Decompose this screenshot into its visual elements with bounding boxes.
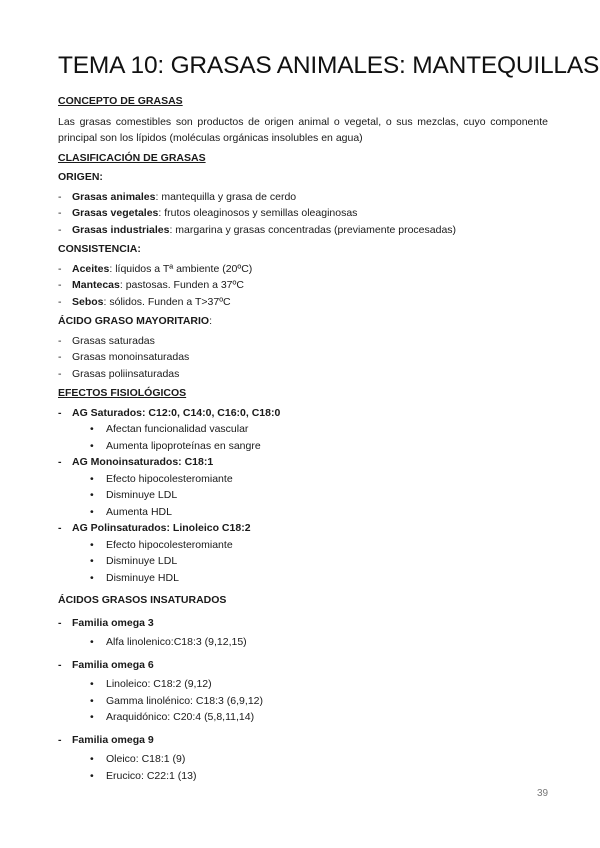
list-item: • Disminuye HDL	[72, 570, 548, 587]
list-item: - Mantecas: pastosas. Funden a 37ºC	[58, 277, 548, 294]
concepto-text: Las grasas comestibles son productos de origen animal o vegetal, o sus mezclas, cuyo componente principal son los lípidos (moléculas orgánicas insolubles en agua)	[58, 115, 548, 144]
list-item: • Gamma linolénico: C18:3 (6,9,12)	[72, 693, 548, 710]
list-item: - Grasas poliinsaturadas	[58, 366, 548, 383]
clasificacion-heading: CLASIFICACIÓN DE GRASAS	[58, 151, 206, 164]
omega-group: - Familia omega 9 • Oleico: C18:1 (9) • Erucico: C22:1 (13)	[58, 732, 548, 785]
list-item: • Alfa linolenico:C18:3 (9,12,15)	[72, 634, 548, 651]
efectos-list	[58, 405, 548, 587]
insaturados-heading: ÁCIDOS GRASOS INSATURADOS	[58, 594, 227, 606]
efectos-group: - AG Saturados: C12:0, C14:0, C16:0, C18:0 • Afectan funcionalidad vascular • Aumenta lipoproteínas en sangre	[58, 405, 548, 455]
concepto-heading: CONCEPTO DE GRASAS	[58, 95, 183, 107]
list-item: - Aceites: líquidos a Tª ambiente (20ºC)	[58, 261, 548, 278]
list-item: - Grasas saturadas	[58, 333, 548, 350]
page-title: TEMA 10: GRASAS ANIMALES: MANTEQUILLAS	[58, 52, 600, 79]
omega-group: - Familia omega 3 • Alfa linolenico:C18:3 (9,12,15)	[58, 615, 548, 651]
list-item: • Disminuye LDL	[72, 487, 548, 504]
efectos-group: - AG Polinsaturados: Linoleico C18:2 • Efecto hipocolesteromiante • Disminuye LDL • Disminuye HDL	[58, 520, 548, 586]
list-item: • Efecto hipocolesteromiante	[72, 537, 548, 554]
consistencia-list	[58, 261, 548, 311]
list-item: • Oleico: C18:1 (9)	[72, 751, 548, 768]
acido-mayoritario-list	[58, 333, 548, 383]
document-body	[58, 92, 548, 784]
list-item: - Grasas vegetales: frutos oleaginosos y semillas oleaginosas	[58, 205, 548, 222]
list-item: • Efecto hipocolesteromiante	[72, 471, 548, 488]
page-number: 39	[537, 788, 549, 799]
list-item: • Aumenta HDL	[72, 504, 548, 521]
omega-group: - Familia omega 6 • Linoleico: C18:2 (9,12) • Gamma linolénico: C18:3 (6,9,12) • Araquidónico: C20:4 (5,8,11,14)	[58, 657, 548, 726]
acido-mayoritario-heading: ÁCIDO GRASO MAYORITARIO:	[58, 315, 213, 327]
consistencia-heading: CONSISTENCIA:	[58, 243, 141, 255]
list-item: • Aumenta lipoproteínas en sangre	[72, 438, 548, 455]
list-item: - Grasas monoinsaturadas	[58, 349, 548, 366]
list-item: • Disminuye LDL	[72, 553, 548, 570]
insaturados-list	[58, 615, 548, 785]
efectos-heading: EFECTOS FISIOLÓGICOS	[58, 387, 187, 399]
list-item: - Grasas industriales: margarina y grasas concentradas (previamente procesadas)	[58, 222, 548, 239]
list-item: • Linoleico: C18:2 (9,12)	[72, 676, 548, 693]
list-item: • Erucico: C22:1 (13)	[72, 768, 548, 785]
list-item: • Araquidónico: C20:4 (5,8,11,14)	[72, 709, 548, 726]
efectos-group: - AG Monoinsaturados: C18:1 • Efecto hipocolesteromiante • Disminuye LDL • Aumenta HDL	[58, 454, 548, 520]
origen-list	[58, 189, 548, 239]
list-item: - Grasas animales: mantequilla y grasa de cerdo	[58, 189, 548, 206]
list-item: - Sebos: sólidos. Funden a T>37ºC	[58, 294, 548, 311]
list-item: • Afectan funcionalidad vascular	[72, 421, 548, 438]
origen-heading: ORIGEN:	[58, 171, 103, 183]
